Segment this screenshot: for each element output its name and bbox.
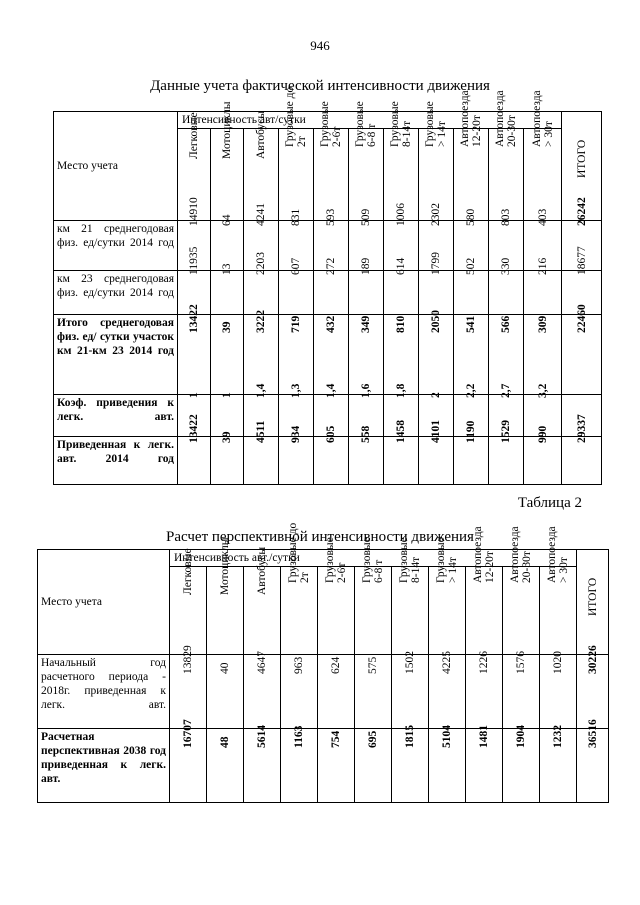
table2-value-cell: 1576	[503, 655, 540, 729]
table2-value-cell: 1163	[281, 729, 318, 803]
table2-header-place: Место учета	[38, 550, 170, 655]
table1-value-cell: 1799	[419, 271, 454, 315]
table1-column-header: Грузовые до 2т	[279, 129, 314, 221]
table1-value-cell: 189	[349, 271, 384, 315]
table2-value-cell: 40	[207, 655, 244, 729]
table1-value-cell: 13	[211, 271, 244, 315]
table1-value-cell: 934	[279, 437, 314, 485]
table2-value-cell: 963	[281, 655, 318, 729]
table1-value-cell: 39	[211, 437, 244, 485]
table1-value-cell: 558	[349, 437, 384, 485]
table1-value-cell: 593	[314, 221, 349, 271]
table2-label: Таблица 2	[517, 495, 582, 511]
table1-column-header: Грузовые 6-8 т	[349, 129, 384, 221]
table1-value-cell: 2203	[244, 271, 279, 315]
table1-value-cell: 614	[384, 271, 419, 315]
table2-column-header: Мотоциклы	[207, 567, 244, 655]
table2-column-header: Автопоезда 12-20т	[466, 567, 503, 655]
table1-value-cell: 309	[524, 315, 562, 395]
table2-value-cell: 48	[207, 729, 244, 803]
table2-value-cell: 1481	[466, 729, 503, 803]
table1-value-cell: 580	[454, 221, 489, 271]
table1-value-cell: 1190	[454, 437, 489, 485]
table2-value-cell: 1502	[392, 655, 429, 729]
table1-value-cell: 990	[524, 437, 562, 485]
table1-value-cell: 64	[211, 221, 244, 271]
page-number: 946	[310, 38, 330, 53]
table1-value-cell: 2,7	[489, 395, 524, 437]
table1-value-cell: 1,8	[384, 395, 419, 437]
table2-column-header: Грузовые 8-14т	[392, 567, 429, 655]
table1-value-cell: 803	[489, 221, 524, 271]
table1-value-cell: 3222	[244, 315, 279, 395]
table1-value-cell: 1,3	[279, 395, 314, 437]
table1-row-total: 29337	[562, 437, 602, 485]
table1-header-place: Место учета	[54, 112, 178, 221]
table2-value-cell: 1904	[503, 729, 540, 803]
table1-row-place: Приведенная к легк. авт. 2014 год	[54, 437, 178, 485]
table1-value-cell: 432	[314, 315, 349, 395]
table1-value-cell: 330	[489, 271, 524, 315]
table2-row-place: Начальный год расчетного периода - 2018г. приведенная к легк. авт.	[38, 655, 170, 729]
table2-value-cell: 754	[318, 729, 355, 803]
table1-column-header: Мотоциклы	[211, 129, 244, 221]
table2-value-cell: 575	[355, 655, 392, 729]
table2-value-cell: 5614	[244, 729, 281, 803]
table2-row-total: 36516	[577, 729, 609, 803]
table2-value-cell: 624	[318, 655, 355, 729]
table1-column-header: Автобусы	[244, 129, 279, 221]
table1-row-total: 22460	[562, 315, 602, 395]
table1-row-total: 18677	[562, 271, 602, 315]
table2-value-cell: 1815	[392, 729, 429, 803]
table1-column-header: Автопоезда 12-20т	[454, 129, 489, 221]
table1-column-header: Грузовые 2-6т	[314, 129, 349, 221]
table1-value-cell: 2,2	[454, 395, 489, 437]
table1-value-cell: 4511	[244, 437, 279, 485]
table1-row-place: км 21 среднегодовая физ. ед/сутки 2014 год	[54, 221, 178, 271]
table2-row-total: 30226	[577, 655, 609, 729]
table1-value-cell: 509	[349, 221, 384, 271]
table1-value-cell: 3,2	[524, 395, 562, 437]
table2-value-cell: 4647	[244, 655, 281, 729]
table1-column-header: Автопоезда > 30т	[524, 129, 562, 221]
table2-value-cell: 1020	[540, 655, 577, 729]
table1-value-cell: 349	[349, 315, 384, 395]
table1-row-place: Итого среднегодовая физ. ед/ сутки участок км 21-км 23 2014 год	[54, 315, 178, 395]
table2-column-header: Грузовые 2-6т	[318, 567, 355, 655]
table2-column-header: Легковые	[170, 567, 207, 655]
table1-column-header: Автопоезда 20-30т	[489, 129, 524, 221]
table1-value-cell: 216	[524, 271, 562, 315]
table2-value-cell: 4225	[429, 655, 466, 729]
table2-column-header: Грузовые до 2т	[281, 567, 318, 655]
table1-value-cell: 1458	[384, 437, 419, 485]
table2-column-header: Грузовые 6-8 т	[355, 567, 392, 655]
table1-value-cell: 2302	[419, 221, 454, 271]
table1-column-header: Грузовые > 14т	[419, 129, 454, 221]
table1-value-cell: 605	[314, 437, 349, 485]
table1-value-cell: 810	[384, 315, 419, 395]
table1-value-cell: 1	[211, 395, 244, 437]
table1-value-cell: 14910	[178, 221, 211, 271]
table1-value-cell: 13422	[178, 315, 211, 395]
table1-column-header: Грузовые 8-14т	[384, 129, 419, 221]
table2-header-total: ИТОГО	[577, 550, 609, 655]
table1-value-cell: 1529	[489, 437, 524, 485]
table1-header-total: ИТОГО	[562, 112, 602, 221]
table2-value-cell: 13829	[170, 655, 207, 729]
table1-value-cell: 831	[279, 221, 314, 271]
table1-value-cell: 1,6	[349, 395, 384, 437]
table1-value-cell: 403	[524, 221, 562, 271]
table1-value-cell: 11935	[178, 271, 211, 315]
table2-column-header: Автобусы	[244, 567, 281, 655]
table1-row-place: Коэф. приведения к легк. авт.	[54, 395, 178, 437]
table1-value-cell: 13422	[178, 437, 211, 485]
table2-title: Расчет перспективной интенсивности движения	[166, 529, 474, 545]
table1-value-cell: 566	[489, 315, 524, 395]
table1-value-cell: 2	[419, 395, 454, 437]
table1-title: Данные учета фактической интенсивности движения	[150, 78, 490, 94]
table1-value-cell: 272	[314, 271, 349, 315]
table2-row-place: Расчетная перспективная 2038 год приведенная к легк. авт.	[38, 729, 170, 803]
table2-column-header: Автопоезда > 30т	[540, 567, 577, 655]
table1-value-cell: 607	[279, 271, 314, 315]
table1-row-total: 26242	[562, 221, 602, 271]
table2-header-group: Интенсивность авт./сутки	[170, 550, 577, 567]
table1-value-cell: 1,4	[244, 395, 279, 437]
table1-value-cell: 1006	[384, 221, 419, 271]
table1-value-cell: 4101	[419, 437, 454, 485]
table2-value-cell: 1232	[540, 729, 577, 803]
table1-column-header: Легковые	[178, 129, 211, 221]
table2-value-cell: 5104	[429, 729, 466, 803]
table2-value-cell: 16707	[170, 729, 207, 803]
table1-value-cell: 1	[178, 395, 211, 437]
table1-value-cell: 1,4	[314, 395, 349, 437]
table2-column-header: Автопоезда 20-30т	[503, 567, 540, 655]
table1-header-group: Интенсивность авт/сутки	[178, 112, 562, 129]
table2-column-header: Грузовые > 14т	[429, 567, 466, 655]
table1-value-cell: 502	[454, 271, 489, 315]
table1-value-cell: 4241	[244, 221, 279, 271]
table2-value-cell: 1226	[466, 655, 503, 729]
table2-value-cell: 695	[355, 729, 392, 803]
table1-value-cell: 541	[454, 315, 489, 395]
table1-value-cell: 39	[211, 315, 244, 395]
table1-row-place: км 23 среднегодовая физ. ед/сутки 2014 год	[54, 271, 178, 315]
table1-value-cell: 719	[279, 315, 314, 395]
table1-value-cell: 2050	[419, 315, 454, 395]
